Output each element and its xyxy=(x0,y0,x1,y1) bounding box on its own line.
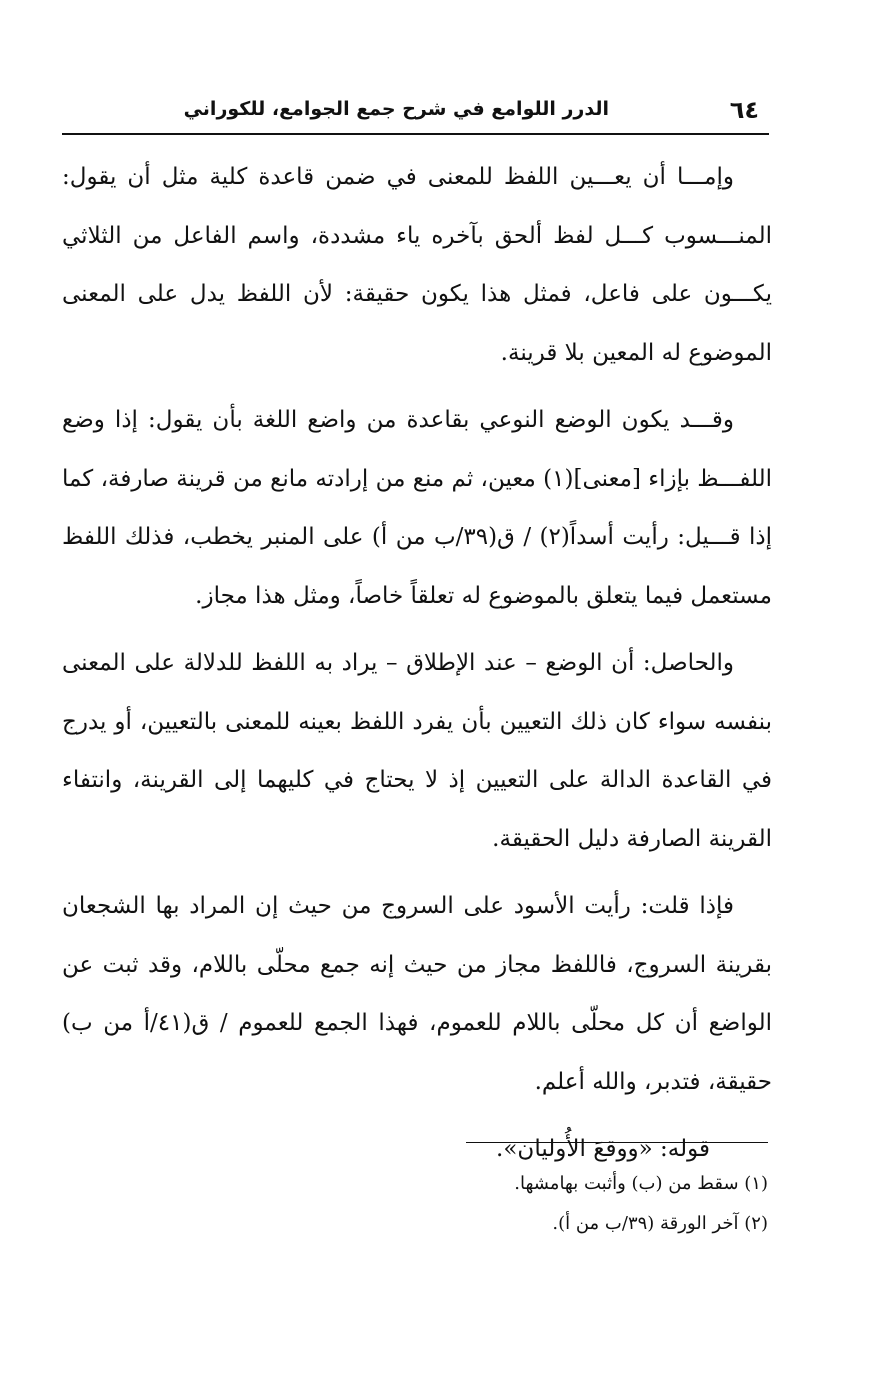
footnote: (١) سقط من (ب) وأثبت بهامشها. xyxy=(514,1173,768,1194)
paragraph: وقـــد يكون الوضع النوعي بقاعدة من واضع اللغة بأن يقول: إذا وضع اللفـــظ بإزاء [معنى](١) معين، ثم منع من إرادته مانع من قرينة صارفة، كما إذا قـــيل: رأيت أسداً(٢) / ق(٣٩/ب من أ) على المنبر يخطب، فذلك اللفظ مستعمل فيما يتعلق بالموضوع له تعلقاً خاصاً، ومثل هذا مجاز. xyxy=(62,407,773,609)
paragraph: وإمـــا أن يعـــين اللفظ للمعنى في ضمن قاعدة كلية مثل أن يقول: المنـــسوب كـــل لفظ ألحق بآخره ياء مشددة، واسم الفاعل من الثلاثي يكـــون على فاعل، فمثل هذا يكون حقيقة: لأن اللفظ يدل على المعنى الموضوع له المعين بلا قرينة. xyxy=(62,164,772,366)
footnotes xyxy=(62,1164,768,1244)
paragraph: والحاصل: أن الوضع – عند الإطلاق – يراد به اللفظ للدلالة على المعنى بنفسه سواء كان ذلك التعيين بأن يفرد اللفظ بعينه للمعنى بالتعيين، أو يدرج في القاعدة الدالة على التعيين إذ لا يحتاج في كليهما إلى القرينة، وانتفاء القرينة الصارفة دليل الحقيقة. xyxy=(62,650,772,852)
footnote: (٢) آخر الورقة (٣٩/ب من أ). xyxy=(552,1213,768,1234)
header-rule xyxy=(62,133,769,135)
page-number: ٦٤ xyxy=(729,96,759,124)
footnote-separator xyxy=(466,1142,768,1143)
quoted-phrase: قوله: «ووقعَ الأُوليان». xyxy=(496,1136,710,1162)
page-header xyxy=(62,92,769,132)
paragraph: فإذا قلت: رأيت الأسود على السروج من حيث إن المراد بها الشجعان بقرينة السروج، فاللفظ مجاز من حيث إنه جمع محلّى باللام، وقد ثبت عن الواضع أن كل محلّى باللام للعموم، فهذا الجمع للعموم / ق(٤١/أ من ب) حقيقة، فتدبر، والله أعلم. xyxy=(62,893,773,1095)
main-text xyxy=(62,148,772,1188)
running-title: الدرر اللوامع في شرح جمع الجوامع، للكوراني xyxy=(183,98,609,120)
